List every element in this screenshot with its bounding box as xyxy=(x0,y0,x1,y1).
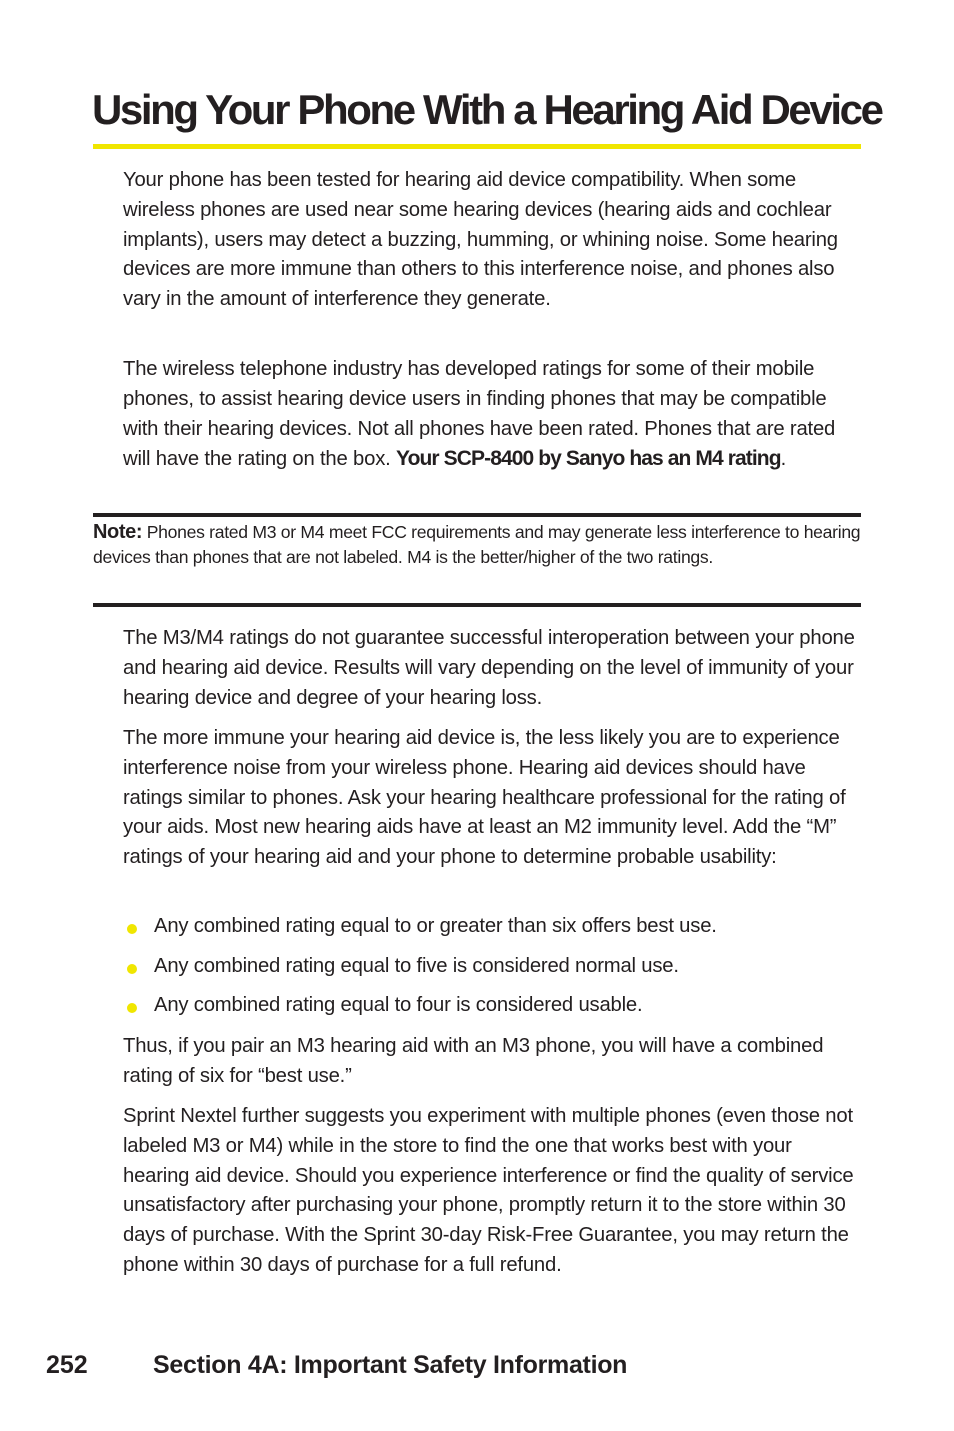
list-item xyxy=(123,991,863,1021)
list-item xyxy=(123,912,863,942)
page-title: Using Your Phone With a Hearing Aid Device xyxy=(92,86,882,133)
bullet-icon xyxy=(127,964,137,974)
section-title: Section 4A: Important Safety Information xyxy=(153,1351,628,1379)
page-number: 252 xyxy=(46,1351,88,1379)
list-item xyxy=(123,952,863,982)
bullet-icon xyxy=(127,924,137,934)
list-item-text: Any combined rating equal to four is considered usable. xyxy=(154,994,643,1017)
paragraph-interoperation: The M3/M4 ratings do not guarantee successful interoperation between your phone and hearing aid device. Results will vary depending on the level of immunity of your hearing device and degree of your hearing loss. xyxy=(123,627,855,709)
rating-list xyxy=(123,912,863,1031)
note-label: Note: xyxy=(93,521,143,543)
note-top-rule xyxy=(93,513,861,517)
rating-highlight: Your SCP-8400 by Sanyo has an M4 rating xyxy=(396,447,781,471)
note-box xyxy=(93,520,861,570)
paragraph-example: Thus, if you pair an M3 hearing aid with an M3 phone, you will have a combined rating of six for “best use.” xyxy=(123,1035,824,1087)
paragraph-guarantee: Sprint Nextel further suggests you experiment with multiple phones (even those not labeled M3 or M4) while in the store to find the one that works best with your hearing aid device. Should you experience interference or find the quality of service unsatisfactory after purchasing your phone, promptly return it to the store within 30 days of purchase. With the Sprint 30-day Risk-Free Guarantee, you may return the phone within 30 days of purchase for a full refund. xyxy=(123,1105,854,1276)
paragraph-ratings-end: . xyxy=(780,448,787,471)
list-item-text: Any combined rating equal to or greater than six offers best use. xyxy=(154,915,717,937)
paragraph-ratings xyxy=(123,355,863,475)
list-item-text: Any combined rating equal to five is considered normal use. xyxy=(154,954,679,977)
note-text: Phones rated M3 or M4 meet FCC requirements and may generate less interference to hearing devices than phones that are not labeled. M4 is the better/higher of the two ratings. xyxy=(93,522,861,567)
paragraph-ratings-text: The wireless telephone industry has developed ratings for some of their mobile phones, to assist hearing device users in finding phones that may be compatible with their hearing devices. Not all phones have been rated. Phones that are rated will have the rating on the box. xyxy=(123,358,836,471)
paragraph-compatibility: Your phone has been tested for hearing aid device compatibility. When some wireless phones are used near some hearing devices (hearing aids and cochlear implants), users may detect a buzzing, humming, or whining noise. Some hearing devices are more immune than others to this interference noise, and phones also vary in the amount of interference they generate. xyxy=(123,169,838,311)
paragraph-immunity: The more immune your hearing aid device is, the less likely you are to experience interference noise from your wireless phone. Hearing aid devices should have ratings similar to phones. Ask your hearing healthcare professional for the rating of your aids. Most new hearing aids have at least an M2 immunity level. Add the “M” ratings of your hearing aid and your phone to determine probable usability: xyxy=(123,727,846,869)
bullet-icon xyxy=(127,1003,137,1013)
note-bottom-rule xyxy=(93,603,861,607)
title-underline xyxy=(93,144,861,149)
